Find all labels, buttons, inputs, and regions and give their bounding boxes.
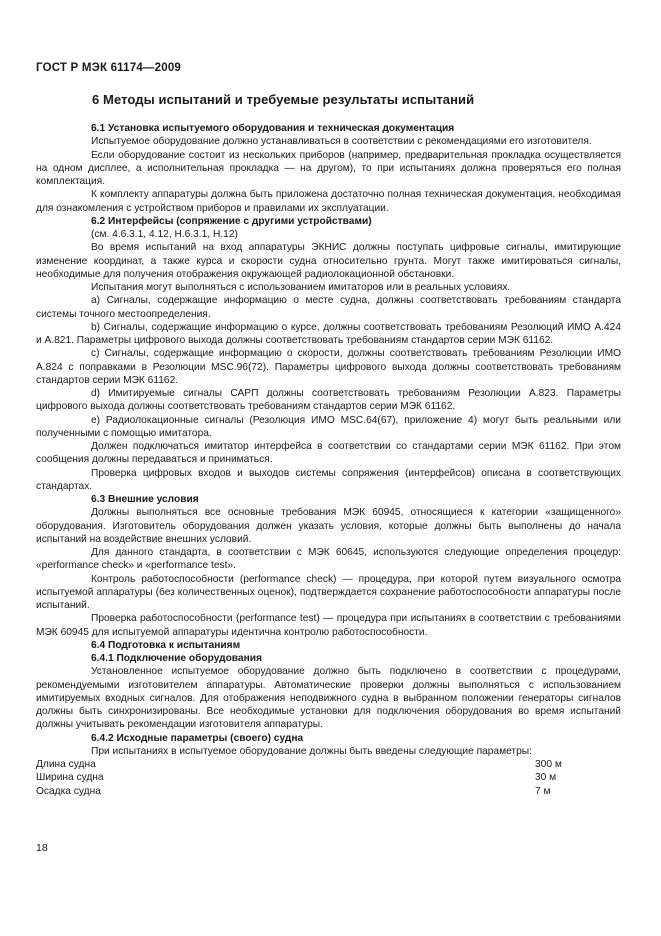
document-header: ГОСТ Р МЭК 61174—2009 — [36, 62, 182, 74]
list-item-a: а) Сигналы, содержащие информацию о месте судна, должны соответствовать требованиям стандарта системы точного местоопределения. — [36, 295, 621, 320]
subsection-heading-6-1: 6.1 Установка испытуемого оборудования и техническая документация — [91, 123, 455, 134]
paragraph: Контроль работоспособности (performance check) — процедура, при которой путем визуального осмотра испытуемой аппаратуры (без количественных оценок), подтверждается сохранение работоспособности аппаратуры после испытаний. — [36, 573, 621, 611]
paragraph: Если оборудование состоит из нескольких приборов (например, предварительная прокладка осуществляется на одном дисплее, а исполнительная прокладка — на другом), то при испытаниях должна проверяться его полная комплектация. — [36, 149, 621, 187]
paragraph: Испытуемое оборудование должно устанавливаться в соответствии с рекомендациями его изготовителя. — [91, 136, 592, 148]
paragraph: Должны выполняться все основные требования МЭК 60945, относящиеся к категории «защищенного» оборудования. Изготовитель оборудования должен указать условия, которые должны быть выполнены до начала испытаний на воздействие внешних условий. — [36, 507, 621, 545]
paragraph: При испытаниях в испытуемое оборудование должны быть введены следующие параметры: — [91, 745, 532, 757]
paragraph: Проверка работоспособности (performance test) — процедура при испытаниях в соответствии с требованиями МЭК 60945 для испытуемой аппаратуры идентична контролю работоспособности. — [36, 613, 621, 638]
list-item-b: b) Сигналы, содержащие информацию о курсе, должны соответствовать требованиям Резолюций ИМО А.424 и А.821. Параметры цифрового выхода должны соответствовать требованиям стандартов серии МЭК 61162. — [36, 321, 621, 346]
parameter-row-draught — [36, 785, 621, 798]
subsection-heading-6-3: 6.3 Внешние условия — [91, 494, 199, 505]
subsection-heading-6-2: 6.2 Интерфейсы (сопряжение с другими устройствами) — [91, 215, 372, 227]
parameter-value: 300 м — [535, 759, 562, 770]
parameter-label: Длина судна — [36, 759, 96, 770]
list-item-c: с) Сигналы, содержащие информацию о скорости, должны соответствовать требованиям Резолюции ИМО А.824 с поправками в Резолюции MSC.96(72). Параметры цифрового выхода должны соответствовать требованиям стандартов серии МЭК 61162. — [36, 348, 621, 386]
section-title: 6 Методы испытаний и требуемые результаты испытаний — [92, 92, 475, 107]
paragraph: Для данного стандарта, в соответствии с МЭК 60645, используются следующие определения процедур: «performance check» и «performance test». — [36, 547, 621, 572]
subsection-heading-6-4: 6.4 Подготовка к испытаниям — [91, 639, 241, 651]
parameter-row-width — [36, 771, 621, 784]
parameter-value: 7 м — [535, 785, 551, 797]
list-item-d: d) Имитируемые сигналы САРП должны соответствовать требованиям Резолюции А.823. Параметры цифрового выхода должны соответствовать требованиям стандартов серии МЭК 61162. — [36, 388, 621, 413]
paragraph: Проверка цифровых входов и выходов системы сопряжения (интерфейсов) описана в соответствующих стандартах. — [36, 467, 621, 492]
parameter-label: Ширина судна — [36, 772, 104, 784]
parameter-value: 30 м — [535, 772, 557, 784]
document-body — [36, 122, 621, 798]
paragraph: К комплекту аппаратуры должна быть приложена достаточно полная техническая документация, необходимая для ознакомления с устройством приборов и правилами их эксплуатации. — [36, 189, 621, 214]
paragraph: Должен подключаться имитатор интерфейса в соответствии со стандартами серии МЭК 61162. При этом сообщения должны передаваться и приниматься. — [36, 441, 621, 466]
paragraph: Испытания могут выполняться с использованием имитаторов или в реальных условиях. — [91, 282, 511, 293]
subsection-heading-6-4-1: 6.4.1 Подключение оборудования — [91, 653, 262, 664]
paragraph: Установленное испытуемое оборудование должно быть подключено в соответствии с процедурами, рекомендуемыми изготовителем аппаратуры. Автоматические проверки должны выполняться с использованием имитируемых входных сигналов. Для отображения неподвижного судна в выбранном положении генераторы сигналов должны быть синхронизированы. Все необходимые установки для подключения оборудования во время испытаний должны учитывать рекомендации изготовителя аппаратуры. — [36, 666, 621, 731]
page-number: 18 — [36, 842, 48, 854]
paragraph: Во время испытаний на вход аппаратуры ЭКНИС должны поступать цифровые сигналы, имитирующие изменение координат, а также курса и скорости судна относительно грунта. Могут также имитироваться сигналы, необходимые для получения отображения окружающей радиолокационной обстановки. — [36, 242, 621, 280]
parameter-label: Осадка судна — [36, 785, 101, 797]
subsection-heading-6-4-2: 6.4.2 Исходные параметры (своего) судна — [91, 732, 304, 744]
list-item-e: е) Радиолокационные сигналы (Резолюция ИМО MSC.64(67), приложение 4) могут быть реальными или полученными с помощью имитатора. — [36, 414, 621, 439]
cross-reference: (см. 4.6.3.1, 4.12, Н.6.3.1, Н.12) — [91, 229, 238, 240]
parameter-row-length — [36, 758, 621, 771]
